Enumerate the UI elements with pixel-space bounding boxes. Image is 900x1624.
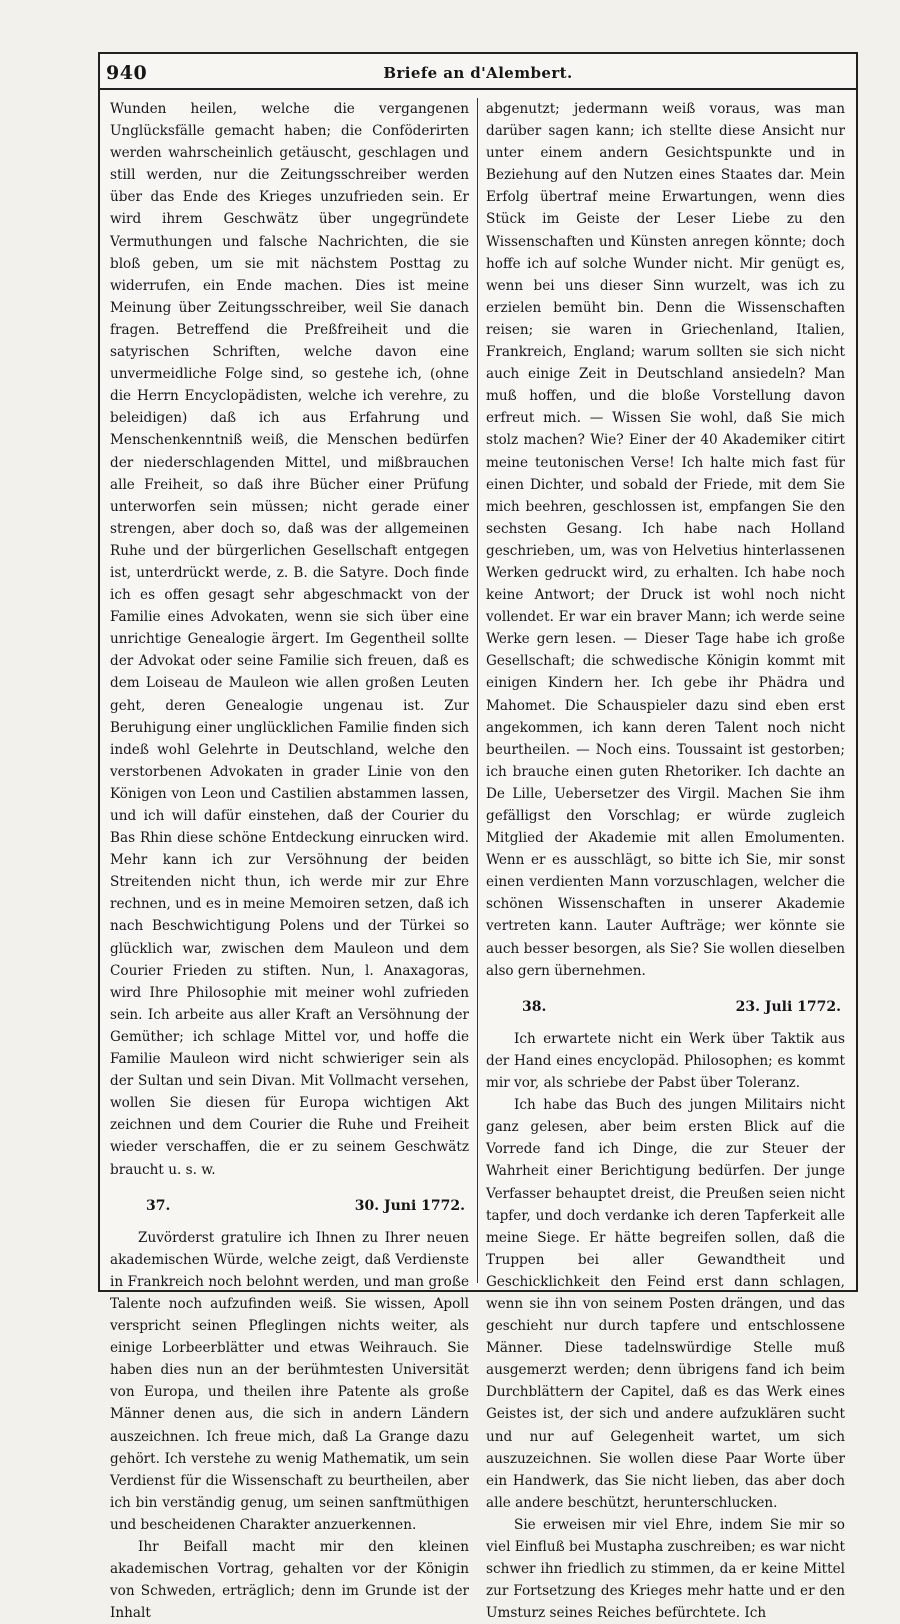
page-header <box>100 60 856 90</box>
right-column <box>486 98 845 1624</box>
column-divider <box>477 98 478 1283</box>
body-paragraph: Sie erweisen mir viel Ehre, indem Sie mir so viel Einfluß bei Mustapha zuschreiben; es war nicht schwer ihn friedlich zu stimmen, da er keine Mittel zur Fortsetzung des Krieges mehr hatte und er den Umsturz seines Reiches befürchtete. Ich <box>486 1516 845 1622</box>
body-paragraph: Ihr Beifall macht mir den kleinen akademischen Vortrag, gehalten vor der Königin von Schweden, erträglich; denn im Grunde ist der Inhalt <box>110 1539 469 1622</box>
body-paragraph: Zuvörderst gratulire ich Ihnen zu Ihrer neuen akademischen Würde, welche zeigt, daß Verdienste in Frankreich noch belohnt werden, und man große Talente noch aufzufinden weiß. Sie wissen, Apoll verspricht seinen Pfleglingen nichts weiter, als einige Lorbeerblätter und etwas Weihrauch. Sie haben dies nun an der berühmtesten Universität von Europa, und theilen ihre Patente als große Männer denen aus, die sich in andern Ländern auszeichnen. Ich freue mich, daß La Grange dazu gehört. Ich verstehe zu wenig Mathematik, um sein Verdienst für die Wissenschaft zu beurtheilen, aber ich bin verständig genug, um seinen sanftmüthigen und bescheidenen Charakter anzuerkennen. <box>110 1229 469 1533</box>
left-column <box>110 98 469 1624</box>
letter-number: 38. <box>522 998 547 1015</box>
letter-date: 23. Juli 1772. <box>735 998 841 1015</box>
book-page <box>98 52 858 1622</box>
body-paragraph: abgenutzt; jedermann weiß voraus, was man darüber sagen kann; ich stellte diese Ansicht nur unter einem andern Gesichtspunkte und in Beziehung auf den Nutzen eines Staates dar. Mein Erfolg übertraf meine Erwartungen, wenn dies Stück im Geiste der Leser Liebe zu den Wissenschaften und Künsten anregen könnte; doch hoffe ich auf solche Wunder nicht. Mir genügt es, wenn bei uns dieser Sinn wurzelt, was ich zu erzielen bemüht bin. Denn die Wissenschaften reisen; sie waren in Griechenland, Italien, Frankreich, England; warum sollten sie sich nicht auch einige Zeit in Deutschland ansiedeln? Man muß hoffen, und die bloße Vorstellung davon erfreut mich. — Wissen Sie wohl, daß Sie mich stolz machen? Wie? Einer der 40 Akademiker citirt meine teutonischen Verse! Ich halte mich fast für einen Dichter, und sobald der Friede, mit dem Sie mich beehren, geschlossen ist, empfangen Sie den sechsten Gesang. Ich habe nach Holland geschrieben, um, was von Helvetius hinterlassenen Werken gedruckt wird, zu erhalten. Ich habe noch keine Antwort; der Druck ist wohl noch nicht vollendet. Er war ein braver Mann; ich werde seine Werke gern lesen. — Dieser Tage habe ich große Gesellschaft; die schwedische Königin kommt mit einigen Kindern her. Ich gebe ihr Phädra und Mahomet. Die Schauspieler dazu sind eben erst angekommen, ich kann deren Talent noch nicht beurtheilen. — Noch eins. Toussaint ist gestorben; ich brauche einen guten Rhetoriker. Ich dachte an De Lille, Uebersetzer des Virgil. Machen Sie ihm gefälligst den Vorschlag; er würde zugleich Mitglied der Akademie mit allen Emolumenten. Wenn er es ausschlägt, so bitte ich Sie, mir sonst einen verdienten Mann vorzuschlagen, welcher die schönen Wissenschaften in unserer Akademie vertreten kann. Lauter Aufträge; wer könnte sie auch besser besorgen, als Sie? Sie wollen dieselben also gern übernehmen. <box>486 101 845 979</box>
body-paragraph: Ich erwartete nicht ein Werk über Taktik aus der Hand eines encyclopäd. Philosophen; es kommt mir vor, als schriebe der Pabst über Toleranz. <box>486 1030 845 1092</box>
body-paragraph: Ich habe das Buch des jungen Militairs nicht ganz gelesen, aber beim ersten Blick auf die Vorrede fand ich Dinge, die zur Steuer der Wahrheit einer Berichtigung bedürfen. Der junge Verfasser behauptet dreist, die Preußen seien nicht tapfer, und doch verdanke ich deren Tapferkeit alle meine Siege. Er hätte begreifen sollen, daß die Truppen bei aller Gewandtheit und Geschicklichkeit den Feind erst dann schlagen, wenn sie ihn von seinem Posten drängen, und das geschieht nur durch tapfere und entschlossene Männer. Diese tadelnswürdige Stelle muß ausgemerzt werden; denn übrigens fand ich beim Durchblättern der Capitel, daß es das Werk eines Geistes ist, der sich und andere aufzuklären sucht und nur auf Gelegenheit wartet, um sich auszuzeichnen. Sie wollen diese Paar Worte über ein Handwerk, das Sie nicht lieben, das aber doch alle andere beschützt, herunterschlucken. <box>486 1097 845 1511</box>
letter-heading-37 <box>110 1195 469 1217</box>
body-paragraph: Wunden heilen, welche die vergangenen Unglücksfälle gemacht haben; die Conföderirten werden wahrscheinlich getäuscht, geschlagen und still werden, nur die Zeitungsschreiber werden über das Ende des Krieges unzufrieden sein. Er wird ihrem Geschwätz über ungegründete Vermuthungen und falsche Nachrichten, die sie bloß geben, um sie mit nächstem Posttag zu widerrufen, ein Ende machen. Dies ist meine Meinung über Zeitungsschreiber, weil Sie danach fragen. Betreffend die Preßfreiheit und die satyrischen Schriften, welche davon eine unvermeidliche Folge sind, so gestehe ich, (ohne die Herrn Encyclopädisten, welche ich verehre, zu beleidigen) daß ich aus Erfahrung und Menschenkenntniß weiß, die Menschen bedürfen der niederschlagenden Mittel, und mißbrauchen alle Freiheit, so daß ihre Bücher einer Prüfung unterworfen sein müssen; nicht gerade einer strengen, aber doch so, daß was der allgemeinen Ruhe und der bürgerlichen Gesellschaft entgegen ist, unterdrückt werde, z. B. die Satyre. Doch finde ich es offen gesagt sehr abgeschmackt von der Familie eines Advokaten, wenn sie sich über eine unrichtige Genealogie ärgert. Im Gegentheil sollte der Advokat oder seine Familie sich freuen, daß es dem Loiseau de Mauleon wie allen großen Leuten geht, deren Genealogie ungenau ist. Zur Beruhigung einer unglücklichen Familie finden sich indeß wohl Gelehrte in Deutschland, welche den verstorbenen Advokaten in grader Linie von den Königen von Leon und Castilien abstammen lassen, und ich will dafür einstehen, daß der Courier du Bas Rhin diese schöne Entdeckung einrucken wird. Mehr kann ich zur Versöhnung der beiden Streitenden nicht thun, ich werde mir zur Ehre rechnen, und es in meine Memoiren setzen, daß ich nach Beschwichtigung Polens und der Türkei so glücklich war, zwischen dem Mauleon und dem Courier Frieden zu stiften. Nun, l. Anaxagoras, wird Ihre Philosophie mit meiner wohl zufrieden sein. Ich arbeite aus aller Kraft an Versöhnung der Gemüther; ich schlage Mittel vor, und hoffe die Familie Mauleon wird nicht schwieriger sein als der Sultan und sein Divan. Mit Vollmacht versehen, wollen Sie diesen für Europa wichtigen Akt zeichnen und dem Courier die Ruhe und Freiheit wieder verschaffen, die er zu seinem Geschwätz braucht u. s. w. <box>110 101 469 1178</box>
letter-date: 30. Juni 1772. <box>354 1197 465 1214</box>
page-number: 940 <box>106 62 148 84</box>
running-title: Briefe an d'Alembert. <box>383 64 573 82</box>
letter-number: 37. <box>146 1197 171 1214</box>
letter-heading-38 <box>486 996 845 1018</box>
